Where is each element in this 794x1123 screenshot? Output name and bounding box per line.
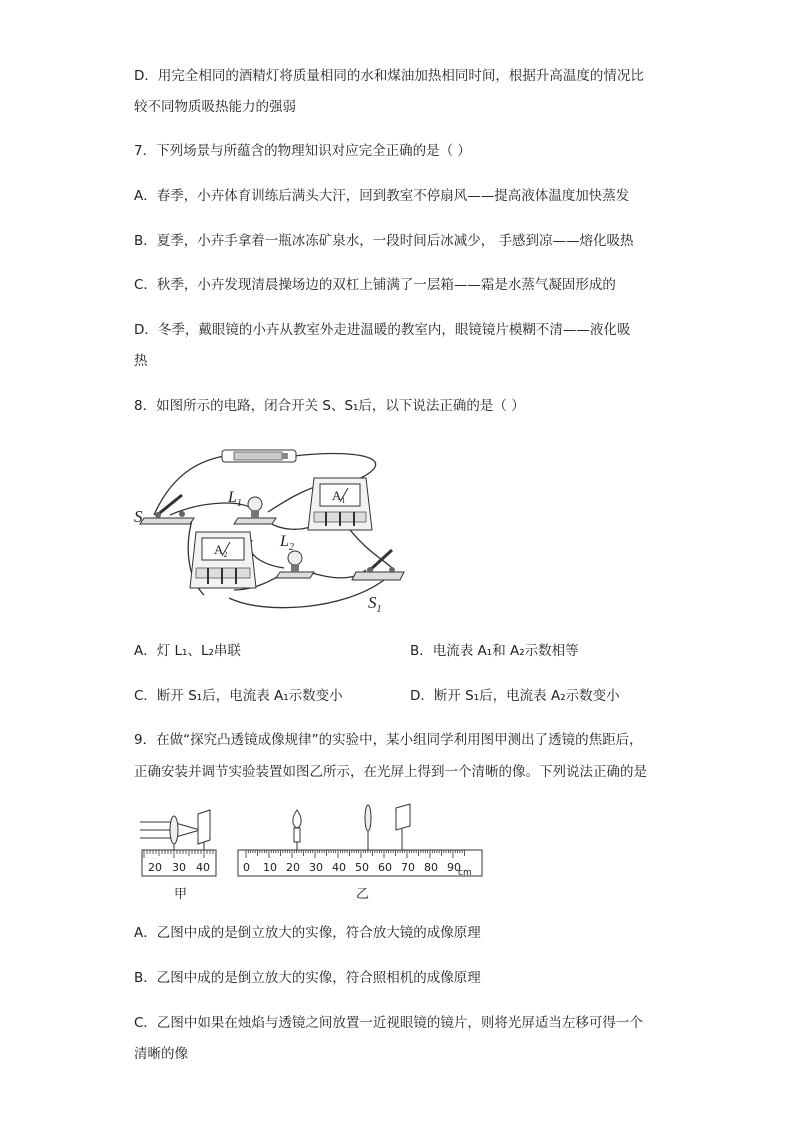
ruler-yi-tick-label: 10	[263, 861, 277, 874]
battery-icon	[222, 450, 296, 462]
lamp-l2-icon	[276, 551, 314, 578]
switch-s1-label: $S_1$	[368, 593, 382, 615]
ruler-yi-tick-label: 80	[424, 861, 438, 874]
q8-option-b: B．电流表 A₁和 A₂示数相等	[410, 643, 579, 659]
ammeter-a2-icon	[190, 532, 256, 588]
circuit-figure	[134, 440, 424, 620]
q7-option-b: B．夏季，小卉手拿着一瓶冰冻矿泉水，一段时间后冰减少， 手感到凉——熔化吸热	[134, 233, 634, 249]
ammeter-a2-label: $A_2$	[214, 542, 228, 559]
lamp-l1-label: $L_1$	[228, 489, 242, 509]
screen-icon	[396, 804, 410, 830]
q7-option-a: A．春季，小卉体育训练后满头大汗，回到教室不停扇风——提高液体温度加快蒸发	[134, 188, 630, 204]
q9-stem-line2: 正确安装并调节实验装置如图乙所示，在光屏上得到一个清晰的像。下列说法正确的是	[134, 764, 647, 780]
wire	[154, 456, 224, 515]
switch-s-label: S	[134, 507, 143, 526]
q9-option-b: B．乙图中成的是倒立放大的实像，符合照相机的成像原理	[134, 970, 481, 986]
q7-stem: 7．下列场景与所蕴含的物理知识对应完全正确的是（ ）	[134, 143, 471, 159]
q9-option-c-line1: C．乙图中如果在烛焰与透镜之间放置一近视眼镜的镜片，则将光屏适当左移可得一个	[134, 1015, 643, 1031]
ruler-yi-tick-label: 70	[401, 861, 415, 874]
q6-option-d-line2: 较不同物质吸热能力的强弱	[134, 99, 296, 115]
q8-option-c: C．断开 S₁后，电流表 A₁示数变小	[134, 688, 343, 704]
ruler-yi-tick-label: 50	[355, 861, 369, 874]
wire	[250, 540, 284, 568]
candle-icon	[293, 810, 301, 850]
figure-yi-caption: 乙	[356, 887, 370, 902]
ruler-yi-tick-label: 40	[332, 861, 346, 874]
q6-option-d-line1: D．用完全相同的酒精灯将质量相同的水和煤油加热相同时间，根据升高温度的情况比	[134, 68, 644, 84]
q9-option-a: A．乙图中成的是倒立放大的实像，符合放大镜的成像原理	[134, 925, 481, 941]
q9-option-c-line2: 清晰的像	[134, 1046, 188, 1062]
figure-jia-caption: 甲	[174, 887, 188, 902]
switch-s1-icon	[352, 550, 404, 580]
ammeter-a1-label: $A_1$	[332, 488, 346, 505]
q8-stem: 8．如图所示的电路，闭合开关 S、S₁后，以下说法正确的是（ ）	[134, 398, 525, 414]
ruler-yi-tick-label: 20	[286, 861, 300, 874]
figure-jia	[140, 810, 216, 902]
figure-yi	[238, 804, 482, 902]
q8-option-d: D．断开 S₁后，电流表 A₂示数变小	[410, 688, 620, 704]
ruler-jia-tick-label: 40	[196, 861, 210, 874]
convex-lens-icon	[170, 816, 178, 844]
q7-option-d-line2: 热	[134, 353, 148, 369]
ruler-yi-tick-label: 60	[378, 861, 392, 874]
ruler-yi-unit: cm	[458, 868, 472, 878]
lens-experiment-figure	[134, 796, 494, 906]
q9-stem-line1: 9．在做“探究凸透镜成像规律”的实验中，某小组同学利用图甲测出了透镜的焦距后，	[134, 732, 643, 748]
q8-option-a: A．灯 L₁、L₂串联	[134, 643, 241, 659]
ammeter-a1-icon	[308, 478, 372, 530]
convex-lens-icon	[365, 805, 371, 831]
ruler-jia-tick-label: 30	[172, 861, 186, 874]
ruler-yi-tick-label: 0	[243, 861, 250, 874]
q7-option-c: C．秋季，小卉发现清晨操场边的双杠上铺满了一层箱——霜是水蒸气凝固形成的	[134, 277, 616, 293]
q7-option-d-line1: D．冬季，戴眼镜的小卉从教室外走进温暖的教室内，眼镜镜片模糊不清——液化吸	[134, 322, 631, 338]
ruler-yi-tick-label: 90	[447, 861, 461, 874]
lamp-l2-label: $L_2$	[280, 533, 294, 553]
ruler-jia-tick-label: 20	[148, 861, 162, 874]
screen-icon	[198, 810, 210, 844]
ruler-yi-tick-label: 30	[309, 861, 323, 874]
